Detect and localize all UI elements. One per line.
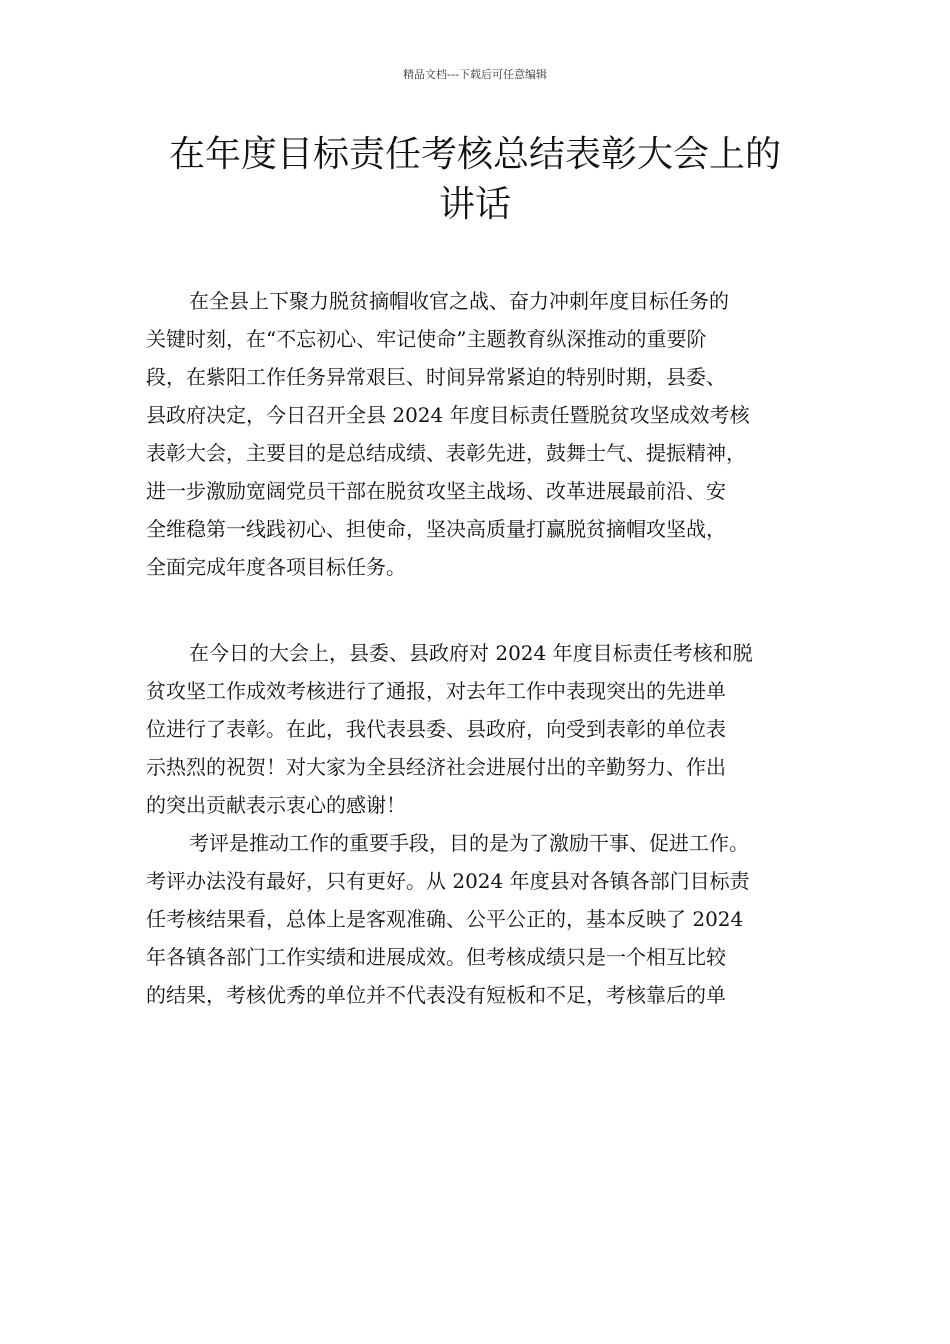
document-body — [146, 282, 836, 1014]
paragraph-line: 年各镇各部门工作实绩和进展成效。但考核成绩只是一个相互比较 — [146, 945, 726, 969]
paragraph-spacer — [146, 586, 836, 634]
paragraph-line: 的突出贡献表示衷心的感谢！ — [146, 793, 406, 817]
paragraph-line: 贫攻坚工作成效考核进行了通报，对去年工作中表现突出的先进单 — [146, 679, 726, 703]
paragraph-3 — [146, 824, 836, 1014]
paragraph-2 — [146, 634, 836, 824]
paragraph-line: 位进行了表彰。在此，我代表县委、县政府，向受到表彰的单位表 — [146, 717, 726, 741]
paragraph-line: 全面完成年度各项目标任务。 — [146, 555, 406, 579]
paragraph-line: 段，在紫阳工作任务异常艰巨、时间异常紧迫的特别时期，县委、 — [146, 365, 726, 389]
paragraph-line: 县政府决定，今日召开全县 2024 年度目标责任暨脱贫攻坚成效考核 — [146, 403, 750, 427]
paragraph-line: 表彰大会，主要目的是总结成绩、表彰先进，鼓舞士气、提振精神， — [146, 441, 746, 465]
title-line-1: 在年度目标责任考核总结表彰大会上的 — [168, 134, 781, 175]
paragraph-1 — [146, 282, 836, 586]
title-line-2: 讲话 — [438, 184, 511, 225]
paragraph-line: 考评是推动工作的重要手段，目的是为了激励干事、促进工作。 — [189, 831, 749, 855]
paragraph-line: 在全县上下聚力脱贫摘帽收官之战、奋力冲刺年度目标任务的 — [189, 289, 729, 313]
paragraph-line: 全维稳第一线践初心、担使命，坚决高质量打赢脱贫摘帽攻坚战， — [146, 517, 726, 541]
paragraph-line: 考评办法没有最好，只有更好。从 2024 年度县对各镇各部门目标责 — [146, 869, 750, 893]
paragraph-line: 的结果，考核优秀的单位并不代表没有短板和不足，考核靠后的单 — [146, 983, 726, 1007]
paragraph-line: 关键时刻，在“不忘初心、牢记使命”主题教育纵深推动的重要阶 — [146, 327, 707, 351]
paragraph-line: 任考核结果看，总体上是客观准确、公平公正的，基本反映了 2024 — [146, 907, 744, 931]
document-title — [140, 130, 810, 230]
paragraph-line: 进一步激励宽阔党员干部在脱贫攻坚主战场、改革进展最前沿、安 — [146, 479, 726, 503]
paragraph-line: 在今日的大会上，县委、县政府对 2024 年度目标责任考核和脱 — [189, 641, 753, 665]
header-note: 精品文档---下载后可任意编辑 — [403, 68, 547, 81]
paragraph-line: 示热烈的祝贺！对大家为全县经济社会进展付出的辛勤努力、作出 — [146, 755, 726, 779]
